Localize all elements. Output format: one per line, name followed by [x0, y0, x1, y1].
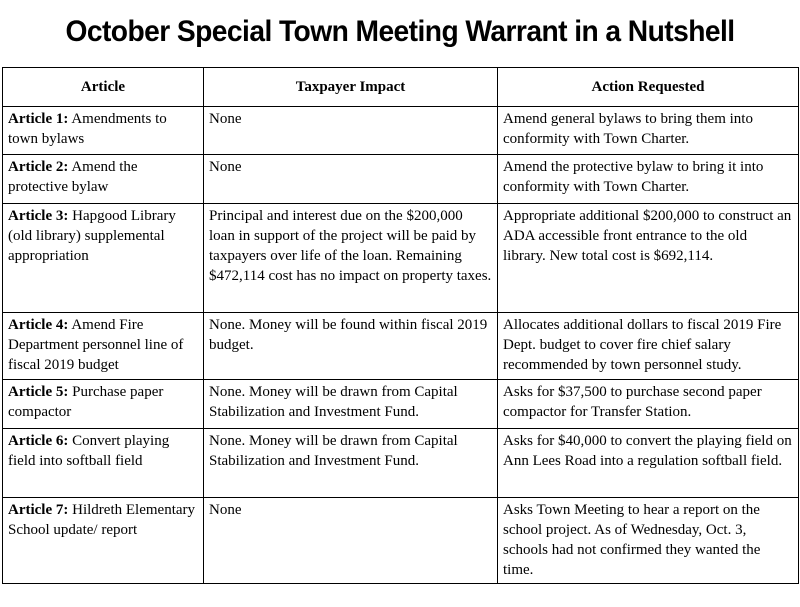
table-row: [3, 204, 799, 313]
table-header-row: [3, 68, 799, 107]
table-row: [3, 313, 799, 380]
article-label: Article 4:: [8, 317, 69, 333]
column-header-article: Article: [3, 68, 204, 107]
article-name: Purchase paper compactor: [8, 384, 164, 420]
article-cell: [3, 498, 204, 584]
article-name: Hildreth Elementary School update/ report: [8, 502, 196, 538]
action-cell: Amend the protective bylaw to bring it into conformity with Town Charter.: [498, 155, 799, 204]
article-label: Article 5:: [8, 384, 69, 400]
article-cell: [3, 155, 204, 204]
article-label: Article 1:: [8, 111, 69, 127]
impact-cell: None. Money will be found within fiscal 2019 budget.: [204, 313, 498, 380]
impact-cell: None: [204, 155, 498, 204]
column-header-action-requested: Action Requested: [498, 68, 799, 107]
article-name: Amend Fire Department personnel line of fiscal 2019 budget: [8, 317, 184, 373]
table-row: [3, 107, 799, 155]
article-label: Article 6:: [8, 433, 69, 449]
impact-cell: None: [204, 107, 498, 155]
impact-cell: None: [204, 498, 498, 584]
table-row: [3, 380, 799, 429]
article-cell: [3, 429, 204, 498]
action-cell: Amend general bylaws to bring them into conformity with Town Charter.: [498, 107, 799, 155]
article-name: Hapgood Library (old library) supplemental appropriation: [8, 208, 176, 264]
article-cell: [3, 380, 204, 429]
article-label: Article 2:: [8, 159, 69, 175]
action-cell: Asks for $37,500 to purchase second paper compactor for Transfer Station.: [498, 380, 799, 429]
action-cell: Asks Town Meeting to hear a report on the school project. As of Wednesday, Oct. 3, schools had not confirmed they wanted the time.: [498, 498, 799, 584]
article-cell: [3, 313, 204, 380]
article-name: Convert playing field into softball field: [8, 433, 170, 469]
page-title: October Special Town Meeting Warrant in a Nutshell: [65, 15, 735, 48]
action-cell: Allocates additional dollars to fiscal 2019 Fire Dept. budget to cover fire chief salary recommended by town personnel study.: [498, 313, 799, 380]
warrant-table: [2, 67, 799, 584]
column-header-taxpayer-impact: Taxpayer Impact: [204, 68, 498, 107]
article-name: Amendments to town bylaws: [8, 111, 167, 147]
article-label: Article 3:: [8, 208, 69, 224]
impact-cell: Principal and interest due on the $200,000 loan in support of the project will be paid by taxpayers over life of the loan. Remaining $472,114 cost has no impact on property taxes.: [204, 204, 498, 313]
impact-cell: None. Money will be drawn from Capital Stabilization and Investment Fund.: [204, 429, 498, 498]
article-name: Amend the protective bylaw: [8, 159, 138, 195]
table-row: [3, 155, 799, 204]
table-row: [3, 429, 799, 498]
article-label: Article 7:: [8, 502, 69, 518]
table-row: [3, 498, 799, 584]
article-cell: [3, 107, 204, 155]
action-cell: Asks for $40,000 to convert the playing field on Ann Lees Road into a regulation softball field.: [498, 429, 799, 498]
action-cell: Appropriate additional $200,000 to construct an ADA accessible front entrance to the old library. New total cost is $692,114.: [498, 204, 799, 313]
impact-cell: None. Money will be drawn from Capital Stabilization and Investment Fund.: [204, 380, 498, 429]
article-cell: [3, 204, 204, 313]
